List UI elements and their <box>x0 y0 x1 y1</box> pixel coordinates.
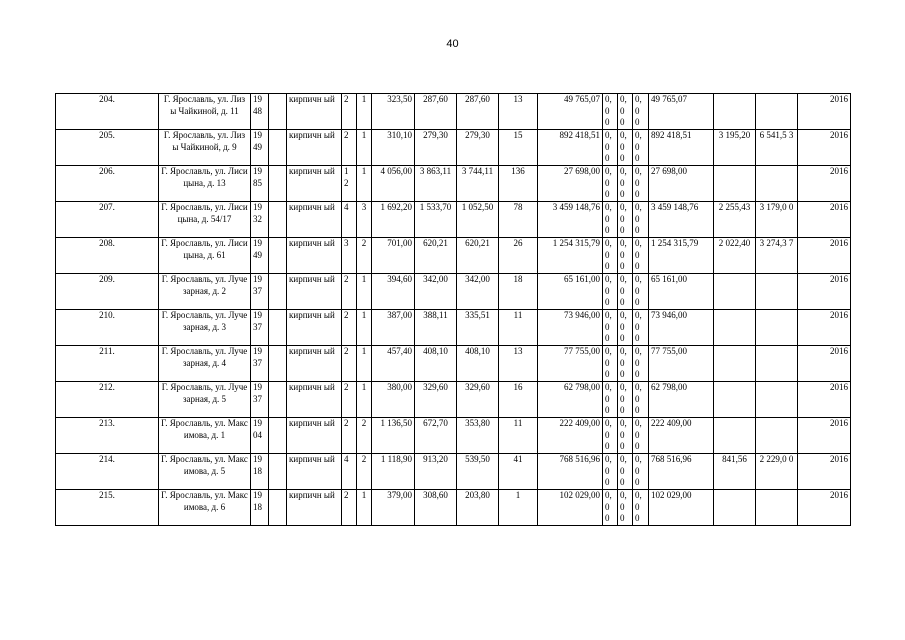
total-cost-cell: 768 516,96 <box>538 454 603 490</box>
table-row <box>56 454 851 490</box>
fund-cell-1: 0, 0 0 <box>603 166 618 202</box>
material-cell: кирпичн ый <box>287 274 342 310</box>
build-year-cell: 19 48 <box>251 94 269 130</box>
empty-cell <box>269 490 287 526</box>
material-cell: кирпичн ый <box>287 454 342 490</box>
fund-cell-2: 0, 0 0 <box>618 454 633 490</box>
address-cell: Г. Ярославль, ул. Лучезарная, д. 2 <box>159 274 251 310</box>
material-cell: кирпичн ый <box>287 490 342 526</box>
owner-funds-cell: 222 409,00 <box>649 418 714 454</box>
material-cell: кирпичн ый <box>287 418 342 454</box>
material-cell: кирпичн ый <box>287 202 342 238</box>
total-area-cell: 394,60 <box>372 274 415 310</box>
residents-cell: 13 <box>499 346 538 382</box>
address-cell: Г. Ярославль, ул. Лисицына, д. 13 <box>159 166 251 202</box>
fund-cell-2: 0, 0 0 <box>618 274 633 310</box>
total-area-cell: 4 056,00 <box>372 166 415 202</box>
total-cost-cell: 102 029,00 <box>538 490 603 526</box>
fund-cell-3: 0,0 0 <box>633 418 649 454</box>
private-area-cell: 620,21 <box>457 238 499 274</box>
plan-year-cell: 2016 <box>798 94 851 130</box>
fund-cell-1: 0, 0 0 <box>603 490 618 526</box>
build-year-cell: 19 04 <box>251 418 269 454</box>
unit-cost-cell <box>714 274 756 310</box>
fund-cell-1: 0, 0 0 <box>603 94 618 130</box>
residents-cell: 1 <box>499 490 538 526</box>
residents-cell: 136 <box>499 166 538 202</box>
total-area-cell: 457,40 <box>372 346 415 382</box>
row-number-cell: 213. <box>56 418 159 454</box>
total-area-cell: 1 692,20 <box>372 202 415 238</box>
row-number-cell: 207. <box>56 202 159 238</box>
floors-cell: 2 <box>342 94 357 130</box>
address-cell: Г. Ярославль, ул. Максимова, д. 1 <box>159 418 251 454</box>
fund-cell-1: 0, 0 0 <box>603 202 618 238</box>
total-cost-cell: 62 798,00 <box>538 382 603 418</box>
residents-cell: 16 <box>499 382 538 418</box>
fund-cell-2: 0, 0 0 <box>618 310 633 346</box>
plan-year-cell: 2016 <box>798 238 851 274</box>
build-year-cell: 19 18 <box>251 490 269 526</box>
build-year-cell: 19 37 <box>251 310 269 346</box>
empty-cell <box>269 274 287 310</box>
private-area-cell: 353,80 <box>457 418 499 454</box>
total-area-cell: 387,00 <box>372 310 415 346</box>
floors-cell: 2 <box>342 274 357 310</box>
private-area-cell: 342,00 <box>457 274 499 310</box>
floors-cell: 4 <box>342 454 357 490</box>
private-area-cell: 329,60 <box>457 382 499 418</box>
plan-year-cell: 2016 <box>798 418 851 454</box>
living-area-cell: 1 533,70 <box>415 202 457 238</box>
row-number-cell: 204. <box>56 94 159 130</box>
private-area-cell: 539,50 <box>457 454 499 490</box>
row-number-cell: 211. <box>56 346 159 382</box>
fund-cell-1: 0, 0 0 <box>603 382 618 418</box>
unit-cost-cell <box>714 346 756 382</box>
plan-year-cell: 2016 <box>798 346 851 382</box>
total-cost-cell: 222 409,00 <box>538 418 603 454</box>
owner-funds-cell: 49 765,07 <box>649 94 714 130</box>
row-number-cell: 212. <box>56 382 159 418</box>
max-cost-cell <box>756 418 798 454</box>
entrances-cell: 3 <box>357 202 372 238</box>
owner-funds-cell: 768 516,96 <box>649 454 714 490</box>
floors-cell: 2 <box>342 382 357 418</box>
material-cell: кирпичн ый <box>287 238 342 274</box>
floors-cell: 2 <box>342 346 357 382</box>
entrances-cell: 1 <box>357 346 372 382</box>
entrances-cell: 2 <box>357 454 372 490</box>
private-area-cell: 3 744,11 <box>457 166 499 202</box>
row-number-cell: 215. <box>56 490 159 526</box>
empty-cell <box>269 94 287 130</box>
unit-cost-cell: 3 195,20 <box>714 130 756 166</box>
residents-cell: 13 <box>499 94 538 130</box>
fund-cell-3: 0,0 0 <box>633 202 649 238</box>
residents-cell: 78 <box>499 202 538 238</box>
total-cost-cell: 65 161,00 <box>538 274 603 310</box>
entrances-cell: 1 <box>357 382 372 418</box>
fund-cell-1: 0, 0 0 <box>603 346 618 382</box>
table-row <box>56 130 851 166</box>
owner-funds-cell: 62 798,00 <box>649 382 714 418</box>
residents-cell: 11 <box>499 310 538 346</box>
living-area-cell: 388,11 <box>415 310 457 346</box>
total-area-cell: 380,00 <box>372 382 415 418</box>
unit-cost-cell <box>714 382 756 418</box>
floors-cell: 2 <box>342 490 357 526</box>
fund-cell-3: 0,0 0 <box>633 130 649 166</box>
owner-funds-cell: 3 459 148,76 <box>649 202 714 238</box>
max-cost-cell <box>756 490 798 526</box>
floors-cell: 3 <box>342 238 357 274</box>
plan-year-cell: 2016 <box>798 490 851 526</box>
total-cost-cell: 3 459 148,76 <box>538 202 603 238</box>
build-year-cell: 19 37 <box>251 346 269 382</box>
fund-cell-1: 0, 0 0 <box>603 238 618 274</box>
residents-cell: 11 <box>499 418 538 454</box>
max-cost-cell <box>756 166 798 202</box>
address-cell: Г. Ярославль, ул. Лизы Чайкиной, д. 9 <box>159 130 251 166</box>
living-area-cell: 3 863,11 <box>415 166 457 202</box>
fund-cell-1: 0, 0 0 <box>603 310 618 346</box>
row-number-cell: 209. <box>56 274 159 310</box>
fund-cell-3: 0,0 0 <box>633 238 649 274</box>
build-year-cell: 19 49 <box>251 130 269 166</box>
row-number-cell: 208. <box>56 238 159 274</box>
table-row <box>56 94 851 130</box>
entrances-cell: 1 <box>357 490 372 526</box>
unit-cost-cell <box>714 418 756 454</box>
material-cell: кирпичн ый <box>287 310 342 346</box>
fund-cell-3: 0,0 0 <box>633 382 649 418</box>
empty-cell <box>269 238 287 274</box>
build-year-cell: 19 85 <box>251 166 269 202</box>
owner-funds-cell: 102 029,00 <box>649 490 714 526</box>
build-year-cell: 19 37 <box>251 274 269 310</box>
fund-cell-3: 0,0 0 <box>633 94 649 130</box>
empty-cell <box>269 346 287 382</box>
fund-cell-2: 0, 0 0 <box>618 202 633 238</box>
address-cell: Г. Ярославль, ул. Лучезарная, д. 4 <box>159 346 251 382</box>
unit-cost-cell <box>714 490 756 526</box>
total-area-cell: 310,10 <box>372 130 415 166</box>
living-area-cell: 287,60 <box>415 94 457 130</box>
total-cost-cell: 1 254 315,79 <box>538 238 603 274</box>
total-cost-cell: 77 755,00 <box>538 346 603 382</box>
total-cost-cell: 892 418,51 <box>538 130 603 166</box>
table-row <box>56 418 851 454</box>
fund-cell-2: 0, 0 0 <box>618 490 633 526</box>
table-row <box>56 382 851 418</box>
unit-cost-cell <box>714 310 756 346</box>
living-area-cell: 408,10 <box>415 346 457 382</box>
floors-cell: 1 2 <box>342 166 357 202</box>
entrances-cell: 2 <box>357 238 372 274</box>
living-area-cell: 308,60 <box>415 490 457 526</box>
total-cost-cell: 49 765,07 <box>538 94 603 130</box>
residents-cell: 15 <box>499 130 538 166</box>
fund-cell-2: 0, 0 0 <box>618 346 633 382</box>
owner-funds-cell: 65 161,00 <box>649 274 714 310</box>
table-row <box>56 202 851 238</box>
fund-cell-3: 0,0 0 <box>633 490 649 526</box>
table-body <box>56 94 851 526</box>
table-row <box>56 490 851 526</box>
private-area-cell: 335,51 <box>457 310 499 346</box>
max-cost-cell <box>756 310 798 346</box>
page-number: 40 <box>446 38 459 50</box>
owner-funds-cell: 73 946,00 <box>649 310 714 346</box>
plan-year-cell: 2016 <box>798 166 851 202</box>
address-cell: Г. Ярославль, ул. Лучезарная, д. 5 <box>159 382 251 418</box>
address-cell: Г. Ярославль, ул. Максимова, д. 6 <box>159 490 251 526</box>
table-row <box>56 346 851 382</box>
table-row <box>56 238 851 274</box>
table-row <box>56 274 851 310</box>
build-year-cell: 19 32 <box>251 202 269 238</box>
empty-cell <box>269 454 287 490</box>
max-cost-cell <box>756 382 798 418</box>
plan-year-cell: 2016 <box>798 310 851 346</box>
empty-cell <box>269 310 287 346</box>
table-row <box>56 166 851 202</box>
unit-cost-cell <box>714 94 756 130</box>
material-cell: кирпичн ый <box>287 130 342 166</box>
plan-year-cell: 2016 <box>798 130 851 166</box>
material-cell: кирпичн ый <box>287 382 342 418</box>
row-number-cell: 210. <box>56 310 159 346</box>
address-cell: Г. Ярославль, ул. Лучезарная, д. 3 <box>159 310 251 346</box>
empty-cell <box>269 382 287 418</box>
fund-cell-2: 0, 0 0 <box>618 130 633 166</box>
residents-cell: 41 <box>499 454 538 490</box>
living-area-cell: 329,60 <box>415 382 457 418</box>
total-area-cell: 379,00 <box>372 490 415 526</box>
living-area-cell: 620,21 <box>415 238 457 274</box>
entrances-cell: 1 <box>357 130 372 166</box>
owner-funds-cell: 77 755,00 <box>649 346 714 382</box>
private-area-cell: 408,10 <box>457 346 499 382</box>
address-cell: Г. Ярославль, ул. Лисицына, д. 61 <box>159 238 251 274</box>
entrances-cell: 1 <box>357 94 372 130</box>
owner-funds-cell: 1 254 315,79 <box>649 238 714 274</box>
floors-cell: 2 <box>342 130 357 166</box>
total-area-cell: 701,00 <box>372 238 415 274</box>
material-cell: кирпичн ый <box>287 346 342 382</box>
fund-cell-2: 0, 0 0 <box>618 238 633 274</box>
fund-cell-3: 0,0 0 <box>633 310 649 346</box>
entrances-cell: 1 <box>357 274 372 310</box>
floors-cell: 2 <box>342 418 357 454</box>
row-number-cell: 206. <box>56 166 159 202</box>
empty-cell <box>269 418 287 454</box>
address-cell: Г. Ярославль, ул. Лизы Чайкиной, д. 11 <box>159 94 251 130</box>
registry-table <box>55 93 851 526</box>
fund-cell-1: 0, 0 0 <box>603 418 618 454</box>
fund-cell-1: 0, 0 0 <box>603 454 618 490</box>
max-cost-cell: 3 274,3 7 <box>756 238 798 274</box>
total-area-cell: 323,50 <box>372 94 415 130</box>
total-cost-cell: 73 946,00 <box>538 310 603 346</box>
build-year-cell: 19 49 <box>251 238 269 274</box>
plan-year-cell: 2016 <box>798 274 851 310</box>
fund-cell-1: 0, 0 0 <box>603 130 618 166</box>
living-area-cell: 672,70 <box>415 418 457 454</box>
total-cost-cell: 27 698,00 <box>538 166 603 202</box>
max-cost-cell: 2 229,0 0 <box>756 454 798 490</box>
fund-cell-2: 0, 0 0 <box>618 418 633 454</box>
address-cell: Г. Ярославль, ул. Лисицына, д. 54/17 <box>159 202 251 238</box>
fund-cell-3: 0,0 0 <box>633 454 649 490</box>
unit-cost-cell: 2 022,40 <box>714 238 756 274</box>
empty-cell <box>269 166 287 202</box>
row-number-cell: 214. <box>56 454 159 490</box>
plan-year-cell: 2016 <box>798 382 851 418</box>
fund-cell-2: 0, 0 0 <box>618 382 633 418</box>
max-cost-cell: 3 179,0 0 <box>756 202 798 238</box>
owner-funds-cell: 27 698,00 <box>649 166 714 202</box>
material-cell: кирпичн ый <box>287 166 342 202</box>
living-area-cell: 279,30 <box>415 130 457 166</box>
fund-cell-3: 0,0 0 <box>633 274 649 310</box>
material-cell: кирпичн ый <box>287 94 342 130</box>
build-year-cell: 19 37 <box>251 382 269 418</box>
plan-year-cell: 2016 <box>798 202 851 238</box>
entrances-cell: 1 <box>357 310 372 346</box>
fund-cell-2: 0, 0 0 <box>618 166 633 202</box>
floors-cell: 2 <box>342 310 357 346</box>
fund-cell-1: 0, 0 0 <box>603 274 618 310</box>
max-cost-cell <box>756 346 798 382</box>
entrances-cell: 2 <box>357 418 372 454</box>
private-area-cell: 203,80 <box>457 490 499 526</box>
unit-cost-cell: 841,56 <box>714 454 756 490</box>
table-row <box>56 310 851 346</box>
residents-cell: 18 <box>499 274 538 310</box>
build-year-cell: 19 18 <box>251 454 269 490</box>
living-area-cell: 913,20 <box>415 454 457 490</box>
empty-cell <box>269 202 287 238</box>
unit-cost-cell <box>714 166 756 202</box>
row-number-cell: 205. <box>56 130 159 166</box>
address-cell: Г. Ярославль, ул. Максимова, д. 5 <box>159 454 251 490</box>
residents-cell: 26 <box>499 238 538 274</box>
fund-cell-3: 0,0 0 <box>633 166 649 202</box>
unit-cost-cell: 2 255,43 <box>714 202 756 238</box>
total-area-cell: 1 118,90 <box>372 454 415 490</box>
fund-cell-2: 0, 0 0 <box>618 94 633 130</box>
private-area-cell: 1 052,50 <box>457 202 499 238</box>
max-cost-cell <box>756 274 798 310</box>
max-cost-cell: 6 541,5 3 <box>756 130 798 166</box>
total-area-cell: 1 136,50 <box>372 418 415 454</box>
owner-funds-cell: 892 418,51 <box>649 130 714 166</box>
fund-cell-3: 0,0 0 <box>633 346 649 382</box>
private-area-cell: 287,60 <box>457 94 499 130</box>
plan-year-cell: 2016 <box>798 454 851 490</box>
entrances-cell: 1 <box>357 166 372 202</box>
living-area-cell: 342,00 <box>415 274 457 310</box>
private-area-cell: 279,30 <box>457 130 499 166</box>
floors-cell: 4 <box>342 202 357 238</box>
empty-cell <box>269 130 287 166</box>
max-cost-cell <box>756 94 798 130</box>
